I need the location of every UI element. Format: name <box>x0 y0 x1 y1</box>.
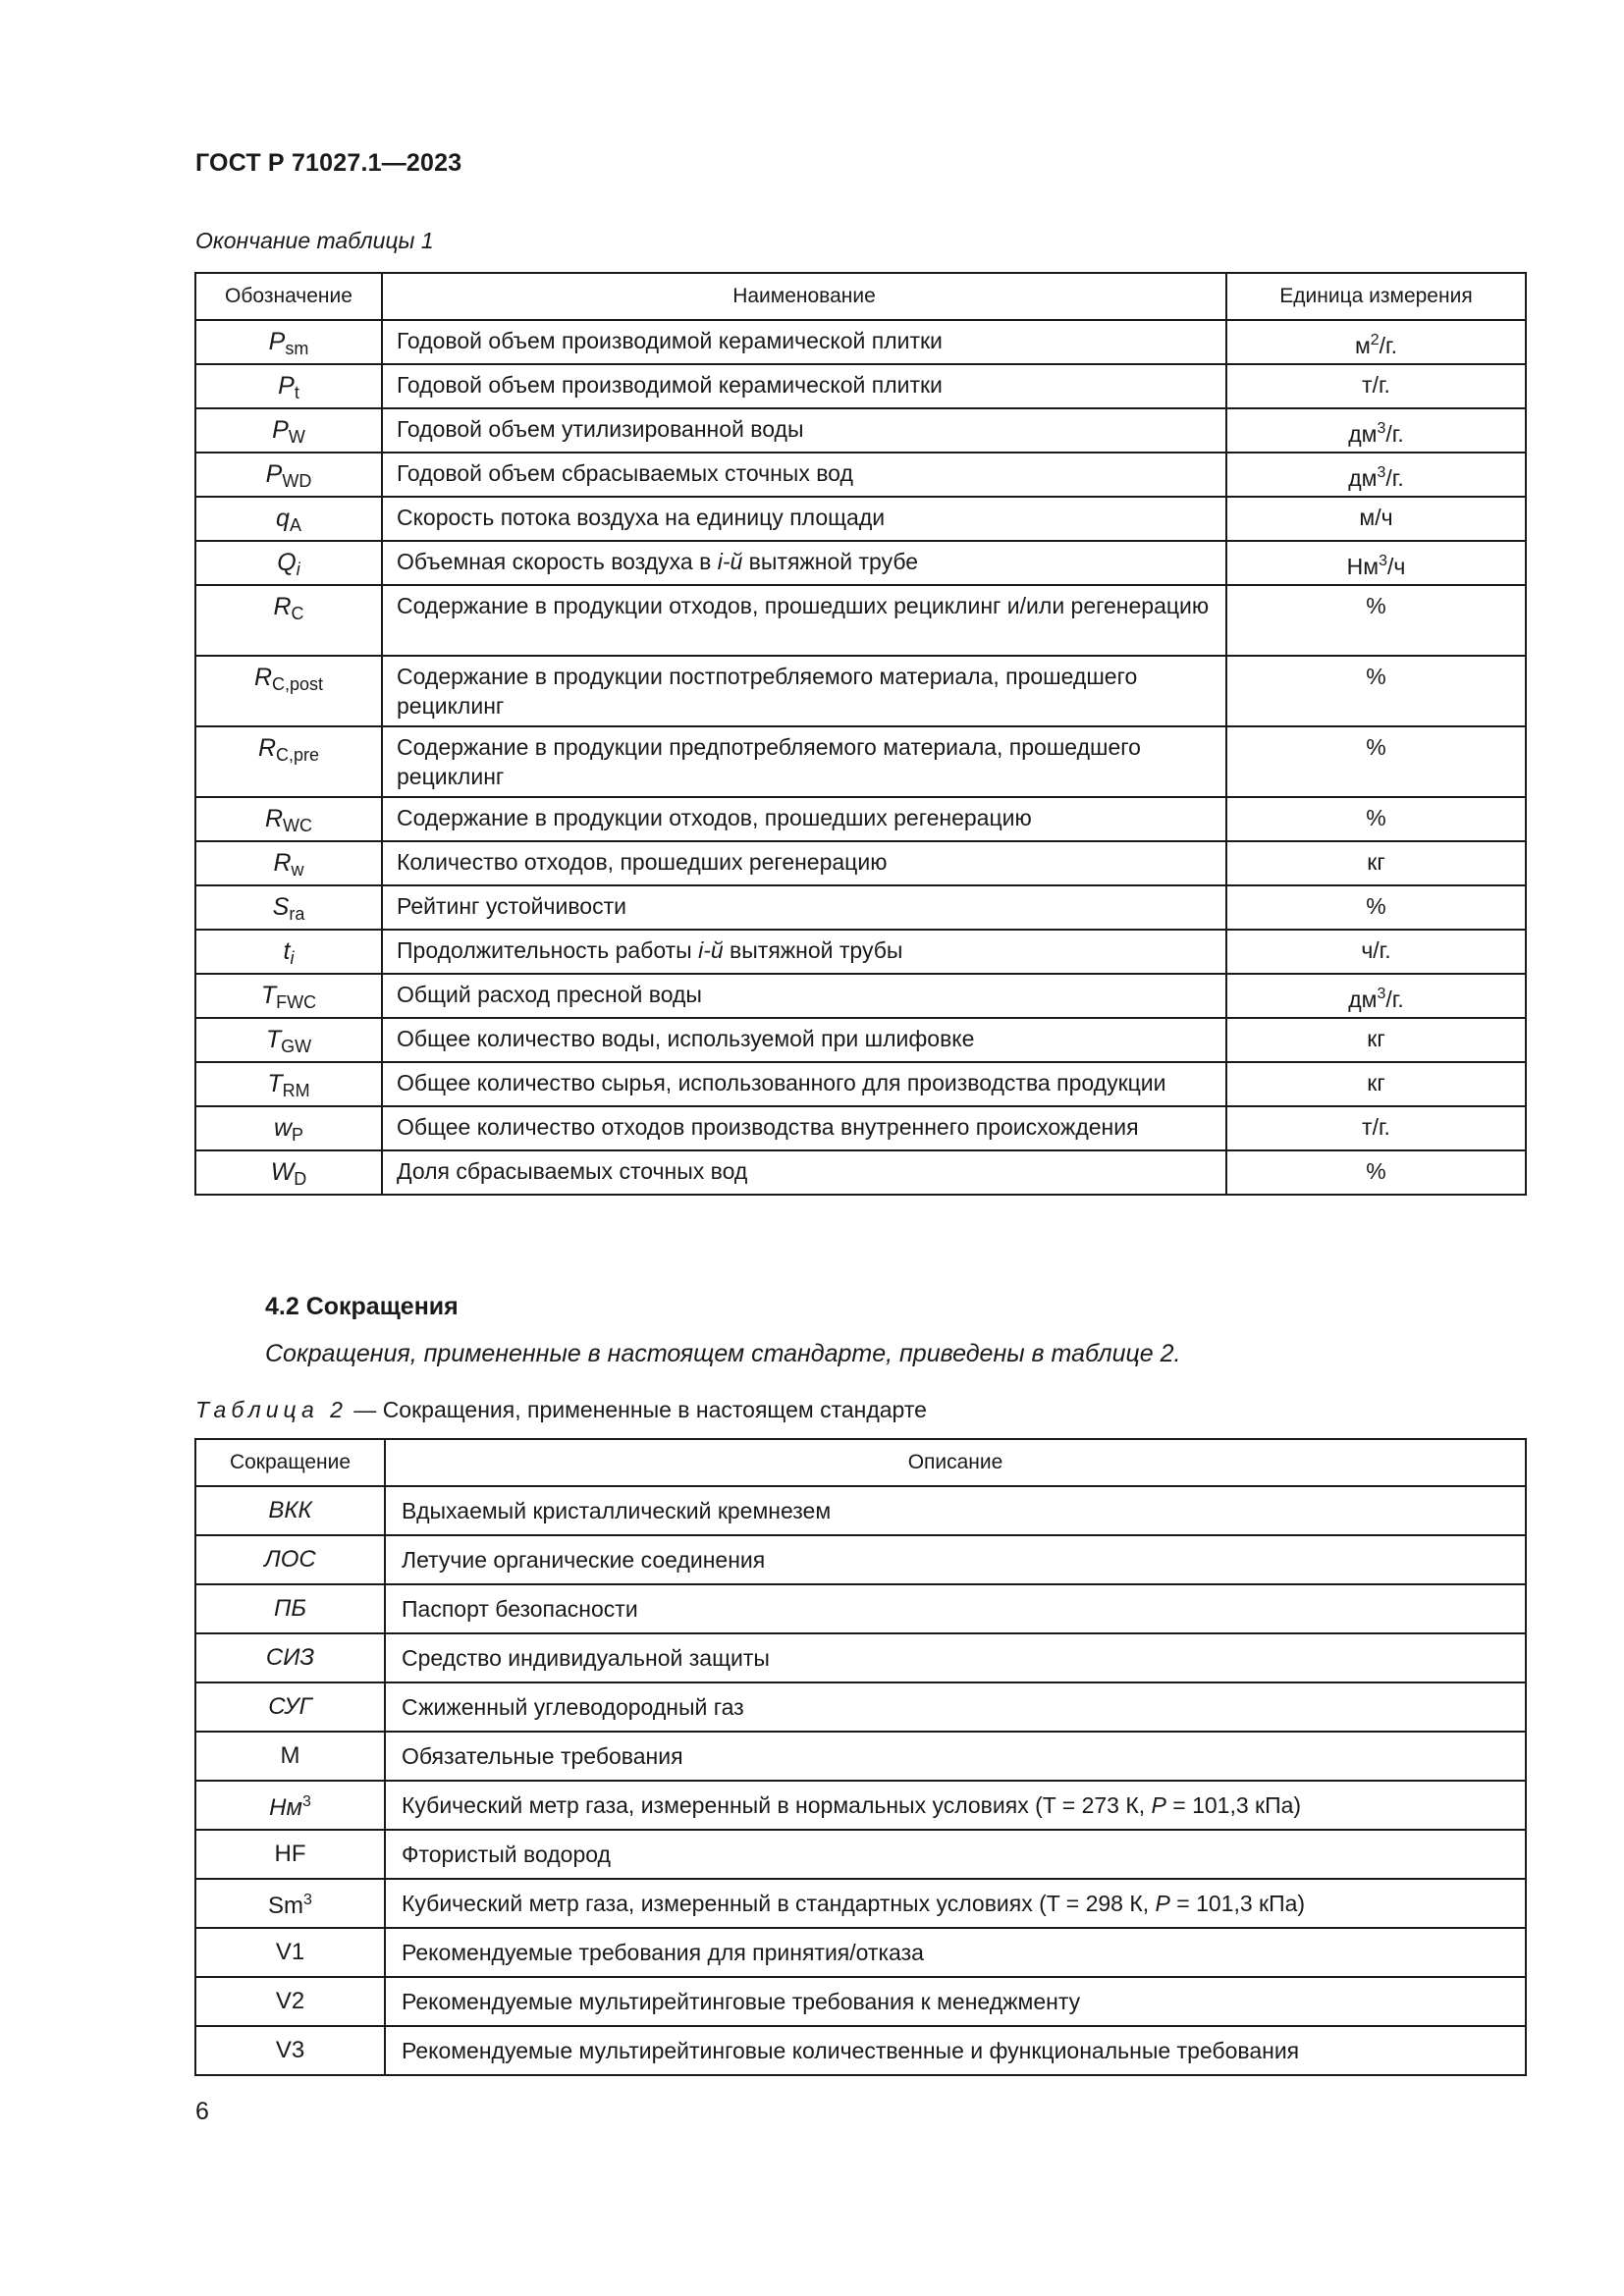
symbol-cell <box>195 497 382 541</box>
name-italic: i-й <box>717 549 743 574</box>
symbol-subscript: P <box>292 1125 304 1145</box>
unit-cell <box>1226 885 1526 930</box>
symbol-subscript: WC <box>283 816 313 835</box>
symbol-subscript: sm <box>285 339 309 358</box>
abbr-text: СУГ <box>268 1693 312 1720</box>
symbol-cell <box>195 453 382 497</box>
unit-text: % <box>1366 805 1386 830</box>
name-cell <box>382 453 1226 497</box>
table-row <box>195 1584 1526 1633</box>
abbr-text: ПБ <box>273 1595 306 1622</box>
name-cell <box>382 1150 1226 1195</box>
name-text: Продолжительность работы <box>397 937 699 963</box>
unit-cell <box>1226 974 1526 1018</box>
symbol-subscript: i <box>296 560 300 579</box>
desc-text: Паспорт безопасности <box>402 1596 638 1622</box>
symbol-cell <box>195 585 382 656</box>
symbol-base: T <box>260 982 277 1009</box>
desc-cell <box>385 1977 1526 2026</box>
name-text: Содержание в продукции предпотребляемого материала, прошедшего рециклинг <box>397 734 1141 789</box>
unit-superscript: 3 <box>1377 420 1386 437</box>
page-number: 6 <box>195 2098 209 2125</box>
table2-header-abbr: Сокращение <box>195 1439 385 1486</box>
name-cell <box>382 974 1226 1018</box>
desc-text: = 101,3 кПа) <box>1169 1891 1306 1916</box>
abbr-text: V2 <box>275 1988 305 2014</box>
unit-text: Нм <box>1346 554 1380 579</box>
desc-cell <box>385 1682 1526 1732</box>
symbol-cell <box>195 364 382 408</box>
desc-text: Кубический метр газа, измеренный в стандартных условиях (T = 298 К, <box>402 1891 1156 1916</box>
table2-caption-label: Таблица 2 <box>195 1397 348 1422</box>
table-row <box>195 408 1526 453</box>
symbol-base: w <box>273 1114 293 1142</box>
table-row <box>195 320 1526 364</box>
symbol-base: R <box>273 593 292 620</box>
name-text: Содержание в продукции отходов, прошедших регенерацию <box>397 805 1032 830</box>
unit-tail: /г. <box>1385 465 1404 491</box>
symbol-base: P <box>268 328 286 355</box>
table-row <box>195 1682 1526 1732</box>
abbr-superscript: 3 <box>301 1793 311 1810</box>
unit-text: м/ч <box>1359 505 1393 530</box>
name-cell <box>382 797 1226 841</box>
unit-text: дм <box>1348 987 1378 1012</box>
name-text: Скорость потока воздуха на единицу площади <box>397 505 886 530</box>
unit-text: т/г. <box>1362 372 1390 398</box>
table1-header-row <box>195 273 1526 320</box>
name-cell <box>382 930 1226 974</box>
unit-cell <box>1226 1106 1526 1150</box>
symbols-table <box>194 272 1527 1196</box>
document-header: ГОСТ Р 71027.1—2023 <box>195 149 462 177</box>
symbol-subscript: D <box>294 1169 307 1189</box>
table-row <box>195 841 1526 885</box>
table-row <box>195 974 1526 1018</box>
symbol-base: R <box>253 664 273 691</box>
name-text: Объемная скорость воздуха в <box>397 549 718 574</box>
table-row <box>195 930 1526 974</box>
name-text: Содержание в продукции постпотребляемого материала, прошедшего рециклинг <box>397 664 1138 719</box>
name-text: Общее количество отходов производства внутреннего происхождения <box>397 1114 1139 1140</box>
name-text: Рейтинг устойчивости <box>397 893 626 919</box>
unit-cell <box>1226 541 1526 585</box>
symbol-cell <box>195 408 382 453</box>
abbreviations-table <box>194 1438 1527 2076</box>
symbol-subscript: w <box>291 860 304 880</box>
abbr-cell <box>195 1535 385 1584</box>
abbr-cell <box>195 1584 385 1633</box>
table-row <box>195 1830 1526 1879</box>
abbr-superscript: 3 <box>303 1892 312 1908</box>
unit-cell <box>1226 1150 1526 1195</box>
symbol-base: P <box>265 460 283 488</box>
abbr-cell <box>195 1781 385 1830</box>
desc-cell <box>385 1879 1526 1928</box>
unit-text: дм <box>1348 465 1378 491</box>
unit-tail: /г. <box>1385 987 1404 1012</box>
table-row <box>195 656 1526 726</box>
name-text: Общее количество сырья, использованного для производства продукции <box>397 1070 1166 1095</box>
table-row <box>195 1928 1526 1977</box>
desc-cell <box>385 2026 1526 2075</box>
desc-cell <box>385 1732 1526 1781</box>
name-text: Общее количество воды, используемой при шлифовке <box>397 1026 975 1051</box>
abbr-text: HF <box>274 1841 306 1867</box>
name-cell <box>382 841 1226 885</box>
table-row <box>195 797 1526 841</box>
table-row <box>195 1977 1526 2026</box>
unit-superscript: 3 <box>1377 464 1386 481</box>
table2-caption-text: — Сокращения, примененные в настоящем стандарте <box>347 1397 927 1422</box>
symbol-subscript: W <box>288 427 305 447</box>
abbr-cell <box>195 1928 385 1977</box>
table-row <box>195 1879 1526 1928</box>
symbol-cell <box>195 541 382 585</box>
abbr-text: Нм <box>269 1794 302 1821</box>
abbr-cell <box>195 2026 385 2075</box>
symbol-cell <box>195 320 382 364</box>
symbol-subscript: ra <box>289 904 305 924</box>
table-row <box>195 1732 1526 1781</box>
unit-cell <box>1226 1018 1526 1062</box>
unit-text: ч/г. <box>1361 937 1391 963</box>
name-cell <box>382 585 1226 656</box>
name-text: вытяжной трубе <box>742 549 919 574</box>
desc-italic: P <box>1151 1792 1166 1818</box>
name-cell <box>382 320 1226 364</box>
table-row <box>195 364 1526 408</box>
table1-header-unit: Единица измерения <box>1226 273 1526 320</box>
desc-text: Рекомендуемые требования для принятия/отказа <box>402 1940 924 1965</box>
symbol-cell <box>195 726 382 797</box>
table-row <box>195 585 1526 656</box>
abbr-text: V1 <box>275 1939 305 1965</box>
table-row <box>195 726 1526 797</box>
unit-cell <box>1226 1062 1526 1106</box>
symbol-subscript: C,post <box>272 674 324 694</box>
table-row <box>195 1018 1526 1062</box>
unit-cell <box>1226 656 1526 726</box>
desc-text: Вдыхаемый кристаллический кремнезем <box>402 1498 832 1523</box>
name-text: Годовой объем утилизированной воды <box>397 416 804 442</box>
unit-cell <box>1226 585 1526 656</box>
table-row <box>195 1486 1526 1535</box>
table1-header-name: Наименование <box>382 273 1226 320</box>
table-row <box>195 1633 1526 1682</box>
name-text: вытяжной трубы <box>723 937 903 963</box>
name-cell <box>382 1106 1226 1150</box>
name-text: Содержание в продукции отходов, прошедших рециклинг и/или регенерацию <box>397 593 1210 618</box>
symbol-cell <box>195 656 382 726</box>
name-cell <box>382 726 1226 797</box>
desc-text: Рекомендуемые мультирейтинговые количественные и функциональные требования <box>402 2038 1300 2063</box>
table-row <box>195 1781 1526 1830</box>
symbol-base: W <box>270 1158 295 1186</box>
unit-tail: /г. <box>1379 333 1398 358</box>
name-text: Годовой объем производимой керамической плитки <box>397 372 943 398</box>
desc-cell <box>385 1584 1526 1633</box>
table2-header-desc: Описание <box>385 1439 1526 1486</box>
desc-text: Летучие органические соединения <box>402 1547 766 1573</box>
desc-cell <box>385 1535 1526 1584</box>
unit-text: % <box>1366 893 1386 919</box>
symbol-subscript: FWC <box>276 992 317 1012</box>
symbol-base: q <box>276 505 290 532</box>
abbr-text: M <box>280 1742 300 1769</box>
name-cell <box>382 408 1226 453</box>
symbol-cell <box>195 1062 382 1106</box>
unit-cell <box>1226 408 1526 453</box>
name-italic: i-й <box>698 937 724 963</box>
symbol-subscript: i <box>290 948 295 968</box>
unit-text: % <box>1366 664 1386 689</box>
unit-cell <box>1226 364 1526 408</box>
name-text: Годовой объем сбрасываемых сточных вод <box>397 460 853 486</box>
name-text: Общий расход пресной воды <box>397 982 702 1007</box>
symbol-base: S <box>272 893 290 921</box>
section-title: 4.2 Сокращения <box>265 1293 459 1320</box>
unit-text: % <box>1366 1158 1386 1184</box>
unit-text: т/г. <box>1362 1114 1390 1140</box>
unit-cell <box>1226 497 1526 541</box>
table-row <box>195 2026 1526 2075</box>
symbol-cell <box>195 1106 382 1150</box>
desc-italic: P <box>1155 1891 1170 1916</box>
symbol-subscript: RM <box>282 1081 310 1100</box>
symbol-cell <box>195 1018 382 1062</box>
unit-tail: /ч <box>1386 554 1406 579</box>
symbol-cell <box>195 974 382 1018</box>
unit-superscript: 3 <box>1379 553 1387 569</box>
table2-caption <box>195 1397 927 1423</box>
abbr-cell <box>195 1830 385 1879</box>
desc-cell <box>385 1781 1526 1830</box>
unit-cell <box>1226 841 1526 885</box>
table-row <box>195 453 1526 497</box>
symbol-cell <box>195 930 382 974</box>
symbol-subscript: WD <box>282 471 312 491</box>
abbr-cell <box>195 1682 385 1732</box>
abbr-cell <box>195 1486 385 1535</box>
unit-text: кг <box>1367 1026 1385 1051</box>
abbr-text: ВКК <box>268 1497 312 1523</box>
symbol-cell <box>195 1150 382 1195</box>
symbol-cell <box>195 797 382 841</box>
abbr-cell <box>195 1879 385 1928</box>
symbol-base: Q <box>277 549 297 576</box>
abbr-text: СИЗ <box>265 1644 315 1671</box>
table2-header-row <box>195 1439 1526 1486</box>
name-cell <box>382 656 1226 726</box>
symbol-base: R <box>264 805 284 832</box>
unit-superscript: 3 <box>1377 986 1386 1002</box>
desc-cell <box>385 1633 1526 1682</box>
name-text: Доля сбрасываемых сточных вод <box>397 1158 748 1184</box>
name-cell <box>382 1062 1226 1106</box>
symbol-base: P <box>278 372 295 400</box>
name-text: Годовой объем производимой керамической плитки <box>397 328 943 353</box>
section-text: Сокращения, примененные в настоящем стандарте, приведены в таблице 2. <box>265 1340 1181 1367</box>
unit-text: % <box>1366 734 1386 760</box>
desc-cell <box>385 1928 1526 1977</box>
symbol-cell <box>195 885 382 930</box>
symbol-base: P <box>272 416 289 444</box>
name-cell <box>382 364 1226 408</box>
unit-tail: /г. <box>1385 421 1404 447</box>
desc-text: Средство индивидуальной защиты <box>402 1645 770 1671</box>
desc-text: Обязательные требования <box>402 1743 683 1769</box>
symbol-subscript: C <box>291 604 304 623</box>
table1-caption: Окончание таблицы 1 <box>195 228 434 253</box>
table-row <box>195 497 1526 541</box>
symbol-base: T <box>265 1026 282 1053</box>
name-cell <box>382 497 1226 541</box>
desc-text: Рекомендуемые мультирейтинговые требования к менеджменту <box>402 1989 1081 2014</box>
symbol-cell <box>195 841 382 885</box>
unit-cell <box>1226 320 1526 364</box>
abbr-cell <box>195 1732 385 1781</box>
table-row <box>195 1535 1526 1584</box>
unit-text: дм <box>1348 421 1378 447</box>
abbr-text: V3 <box>275 2037 305 2063</box>
symbol-base: T <box>267 1070 283 1097</box>
name-cell <box>382 885 1226 930</box>
symbol-base: R <box>273 849 292 877</box>
table-row <box>195 541 1526 585</box>
abbr-cell <box>195 1977 385 2026</box>
table-row <box>195 1106 1526 1150</box>
table1-header-symbol: Обозначение <box>195 273 382 320</box>
symbol-base: t <box>283 937 291 965</box>
symbol-subscript: GW <box>281 1037 312 1056</box>
desc-text: Фтористый водород <box>402 1842 611 1867</box>
abbr-cell <box>195 1633 385 1682</box>
unit-cell <box>1226 726 1526 797</box>
table-row <box>195 1062 1526 1106</box>
desc-text: = 101,3 кПа) <box>1165 1792 1302 1818</box>
unit-text: м <box>1354 333 1371 358</box>
desc-text: Сжиженный углеводородный газ <box>402 1694 744 1720</box>
abbr-text: ЛОС <box>264 1546 316 1573</box>
unit-text: кг <box>1367 849 1385 875</box>
desc-text: Кубический метр газа, измеренный в нормальных условиях (T = 273 К, <box>402 1792 1152 1818</box>
symbol-base: R <box>257 734 277 762</box>
desc-cell <box>385 1830 1526 1879</box>
table-row <box>195 1150 1526 1195</box>
unit-text: кг <box>1367 1070 1385 1095</box>
name-cell <box>382 1018 1226 1062</box>
unit-cell <box>1226 453 1526 497</box>
unit-cell <box>1226 930 1526 974</box>
table-row <box>195 885 1526 930</box>
name-cell <box>382 541 1226 585</box>
unit-text: % <box>1366 593 1386 618</box>
unit-superscript: 2 <box>1370 332 1380 348</box>
symbol-subscript: C,pre <box>276 745 320 765</box>
abbr-text: Sm <box>268 1893 304 1919</box>
unit-cell <box>1226 797 1526 841</box>
symbol-subscript: t <box>294 383 299 402</box>
name-text: Количество отходов, прошедших регенерацию <box>397 849 888 875</box>
desc-cell <box>385 1486 1526 1535</box>
symbol-subscript: A <box>289 515 301 535</box>
